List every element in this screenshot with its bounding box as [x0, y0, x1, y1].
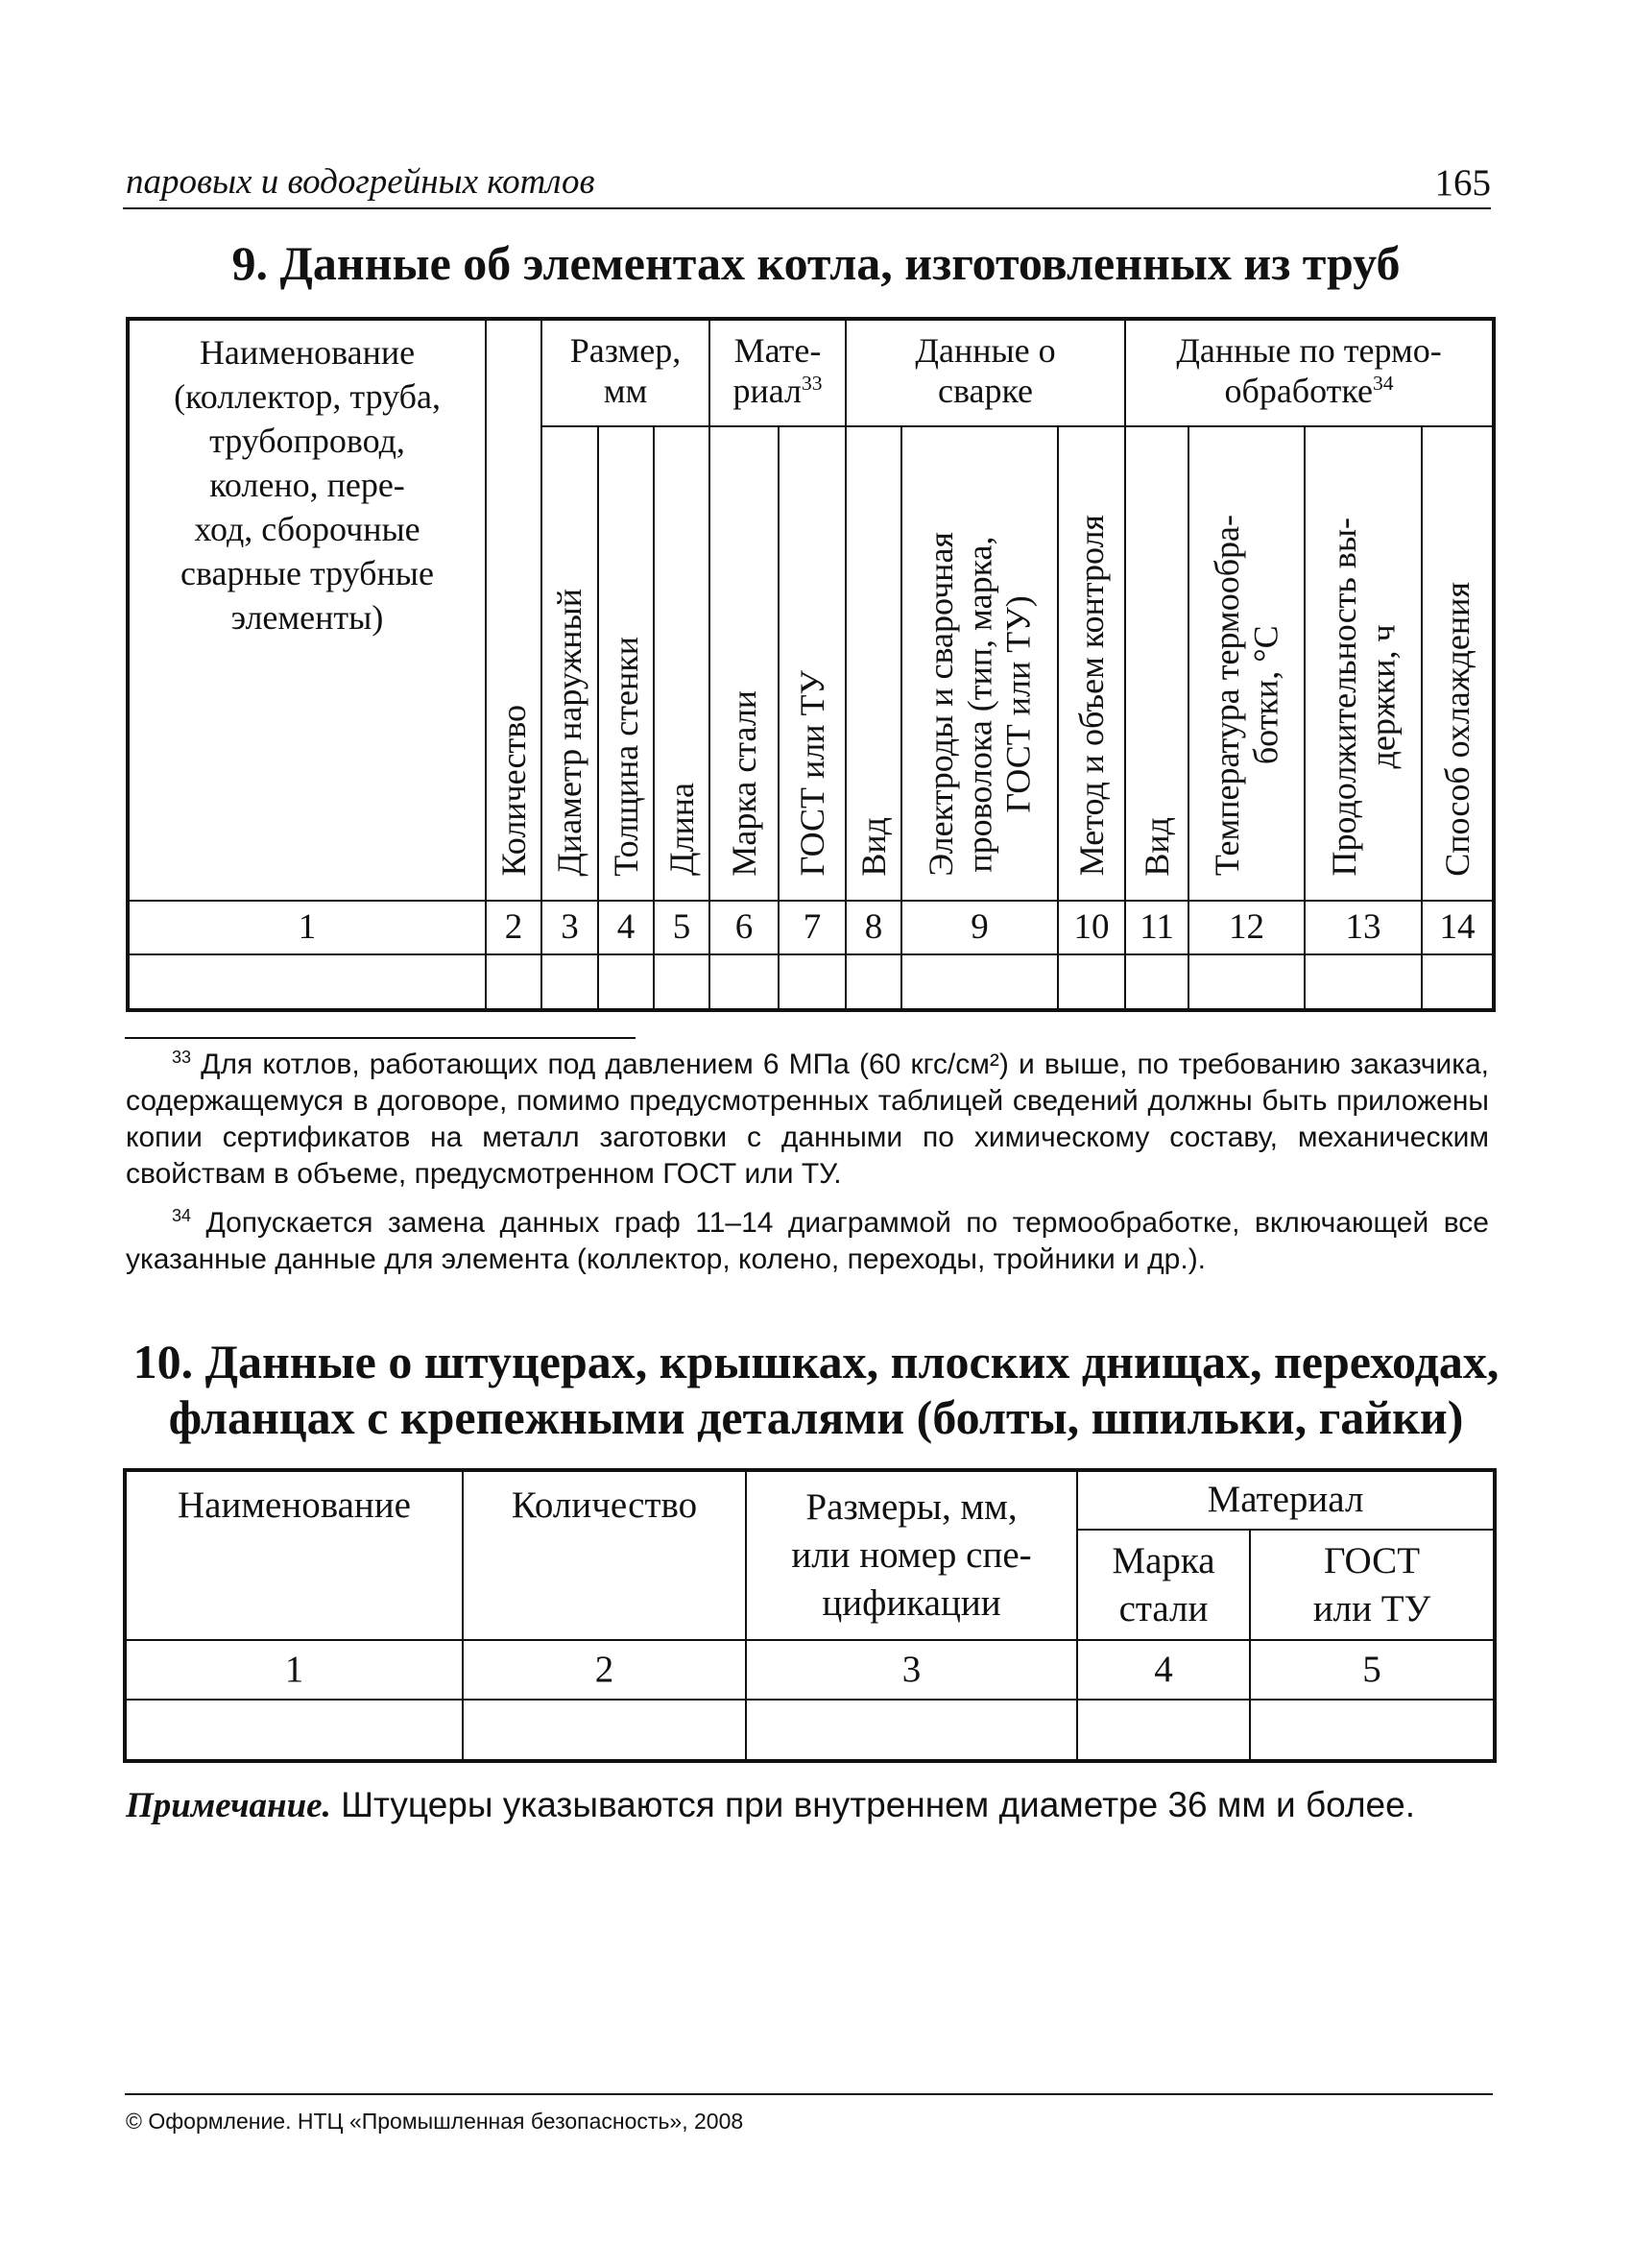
col-name-header [128, 319, 486, 901]
header-rule [123, 207, 1491, 209]
col-number: 1 [128, 901, 486, 954]
sub-gost [779, 426, 846, 901]
empty-cell [541, 954, 598, 1010]
t10-empty-data-row [125, 1700, 1495, 1761]
col-qty-header [486, 319, 541, 901]
sub-heat-type [1125, 426, 1188, 901]
sub-weld-type [846, 426, 901, 901]
col-number: 7 [779, 901, 846, 954]
col-name-line: трубопровод, [209, 422, 405, 460]
note [126, 1781, 1494, 1830]
sub-electrodes-label [922, 522, 1038, 890]
sub-temperature-label [1208, 505, 1285, 889]
t10-sub-steel [1077, 1530, 1250, 1640]
footnote-33-text: Для котлов, работающих под давлением 6 МПа (60 кгс/см²) и выше, по требованию заказчика, содержащемуся в договоре, помимо предусмотренных таблицей сведений должны быть приложены копии сертификатов на металл заготовки с данными по химическому составу, механическим свойствам в объеме, предусмотренном ГОСТ или ТУ. [126, 1049, 1489, 1190]
col-name-line: элементы) [230, 598, 384, 637]
t10-column-numbers-row [125, 1640, 1495, 1700]
empty-cell [128, 954, 486, 1010]
col-qty-label: Количество [493, 704, 533, 877]
sub-weld-type-label: Вид [853, 816, 893, 877]
sub-heat-type-label: Вид [1137, 816, 1176, 877]
empty-cell [486, 954, 541, 1010]
sub-steel-grade [709, 426, 779, 901]
group-material-line: Мате- [733, 331, 822, 370]
t10-col-size-line: Размеры, мм, [805, 1486, 1018, 1528]
footnote-ref-33: 33 [801, 372, 823, 396]
col-number: 3 [746, 1640, 1077, 1700]
t10-sub-gost [1250, 1530, 1495, 1640]
col-number: 2 [486, 901, 541, 954]
temperature-line: Температура термообра- [1208, 515, 1247, 877]
sub-steel-grade-label: Марка стали [724, 689, 763, 877]
col-number: 2 [463, 1640, 746, 1700]
sub-control [1058, 426, 1125, 901]
footnote-34-mark: 34 [171, 1206, 191, 1225]
empty-cell [654, 954, 709, 1010]
temperature-line: ботки, °С [1246, 625, 1285, 765]
col-number: 5 [1250, 1640, 1495, 1700]
group-weld-line: сварке [937, 372, 1034, 411]
col-number: 3 [541, 901, 598, 954]
empty-cell [1305, 954, 1422, 1010]
sub-duration-label [1325, 508, 1403, 889]
group-material-header [709, 319, 846, 426]
sub-electrodes [901, 426, 1058, 901]
section-10-title-line-2: фланцах с крепежными деталями (болты, шпильки, гайки) [168, 1390, 1464, 1444]
group-heat-header [1125, 319, 1494, 426]
sub-control-label: Метод и объем контроля [1071, 515, 1111, 877]
copyright: © Оформление. НТЦ «Промышленная безопасность», 2008 [126, 2109, 744, 2134]
footer-rule [125, 2093, 1493, 2095]
empty-cell [1422, 954, 1494, 1010]
sub-cooling [1422, 426, 1494, 901]
col-number: 1 [125, 1640, 463, 1700]
group-heat-line [1126, 371, 1492, 411]
empty-cell [746, 1700, 1077, 1761]
t10-sub-gost-line: ГОСТ [1323, 1539, 1421, 1581]
electrodes-line: Электроды и сварочная [922, 531, 961, 877]
t10-group-material: Материал [1077, 1470, 1495, 1530]
electrodes-line: проволока (тип, марка, [960, 535, 999, 873]
sub-length-label: Длина [661, 783, 701, 877]
running-title: паровых и водогрейных котлов [126, 162, 595, 202]
t10-col-size [746, 1470, 1077, 1640]
group-weld-line: Данные о [915, 331, 1056, 370]
sub-gost-label: ГОСТ или ТУ [792, 670, 831, 877]
group-heat-word: обработке [1224, 372, 1373, 411]
page-number: 165 [1434, 162, 1491, 204]
col-number: 4 [598, 901, 654, 954]
empty-cell [463, 1700, 746, 1761]
col-number: 12 [1188, 901, 1305, 954]
group-size-line: Размер, [569, 331, 682, 370]
empty-cell [846, 954, 901, 1010]
sub-wall-thickness-label: Толщина стенки [606, 636, 645, 877]
empty-cell [1058, 954, 1125, 1010]
col-number: 9 [901, 901, 1058, 954]
empty-cell [1077, 1700, 1250, 1761]
t10-col-name: Наименование [125, 1470, 463, 1640]
col-name-line: колено, пере- [209, 466, 405, 504]
empty-cell [779, 954, 846, 1010]
duration-line: Продолжительность вы- [1324, 517, 1363, 877]
note-label: Примечание. [126, 1786, 331, 1825]
empty-cell [901, 954, 1058, 1010]
empty-data-row [128, 954, 1494, 1010]
col-number: 14 [1422, 901, 1494, 954]
col-name-line: сварные трубные [180, 554, 434, 592]
footnote-33-mark: 33 [171, 1048, 191, 1067]
empty-cell [709, 954, 779, 1010]
section-9-title: 9. Данные об элементах котла, изготовленных из труб [231, 236, 1401, 290]
t10-sub-gost-line: или ТУ [1312, 1587, 1431, 1629]
col-name-line: (коллектор, труба, [174, 377, 441, 416]
col-number: 13 [1305, 901, 1422, 954]
footnote-ref-34: 34 [1372, 372, 1394, 396]
sub-cooling-label: Способ охлаждения [1437, 581, 1476, 877]
table-9 [126, 317, 1496, 1012]
group-weld-header [846, 319, 1125, 426]
footnote-rule [125, 1037, 636, 1039]
t10-sub-steel-line: стали [1118, 1587, 1209, 1629]
footnote-34-text: Допускается замена данных граф 11–14 диаграммой по термообработке, включающей все указанные данные для элемента (коллектор, колено, переходы, тройники и др.). [126, 1207, 1489, 1275]
group-size-line: мм [603, 372, 648, 411]
note-text: Штуцеры указываются при внутреннем диаметре 36 мм и более. [341, 1785, 1415, 1824]
column-numbers-row [128, 901, 1494, 954]
electrodes-line: ГОСТ или ТУ) [998, 594, 1038, 813]
empty-cell [1250, 1700, 1495, 1761]
sub-wall-thickness [598, 426, 654, 901]
duration-line: держки, ч [1363, 624, 1403, 769]
group-heat-line: Данные по термо- [1176, 331, 1442, 370]
t10-col-qty: Количество [463, 1470, 746, 1640]
col-number: 6 [709, 901, 779, 954]
empty-cell [125, 1700, 463, 1761]
col-number: 5 [654, 901, 709, 954]
section-10-title-line-1: 10. Данные о штуцерах, крышках, плоских днищах, переходах, [132, 1335, 1500, 1388]
group-material-line [710, 371, 845, 411]
group-material-word: риал [732, 372, 802, 411]
empty-cell [1125, 954, 1188, 1010]
sub-outer-diameter-label: Диаметр наружный [550, 588, 589, 877]
col-name-line: ход, сборочные [194, 510, 420, 548]
sub-temperature [1188, 426, 1305, 901]
col-number: 11 [1125, 901, 1188, 954]
table-10 [123, 1468, 1497, 1763]
col-number: 8 [846, 901, 901, 954]
sub-duration [1305, 426, 1422, 901]
t10-col-size-line: цификации [822, 1582, 1001, 1624]
empty-cell [1188, 954, 1305, 1010]
t10-sub-steel-line: Марка [1112, 1539, 1215, 1581]
empty-cell [598, 954, 654, 1010]
group-size-header [541, 319, 709, 426]
col-number: 10 [1058, 901, 1125, 954]
col-name-line: Наименование [199, 333, 416, 372]
footnote-34 [126, 1205, 1489, 1278]
col-number: 4 [1077, 1640, 1250, 1700]
t10-col-size-line: или номер спе- [791, 1534, 1032, 1576]
sub-outer-diameter [541, 426, 598, 901]
sub-length [654, 426, 709, 901]
footnote-33 [126, 1047, 1489, 1193]
